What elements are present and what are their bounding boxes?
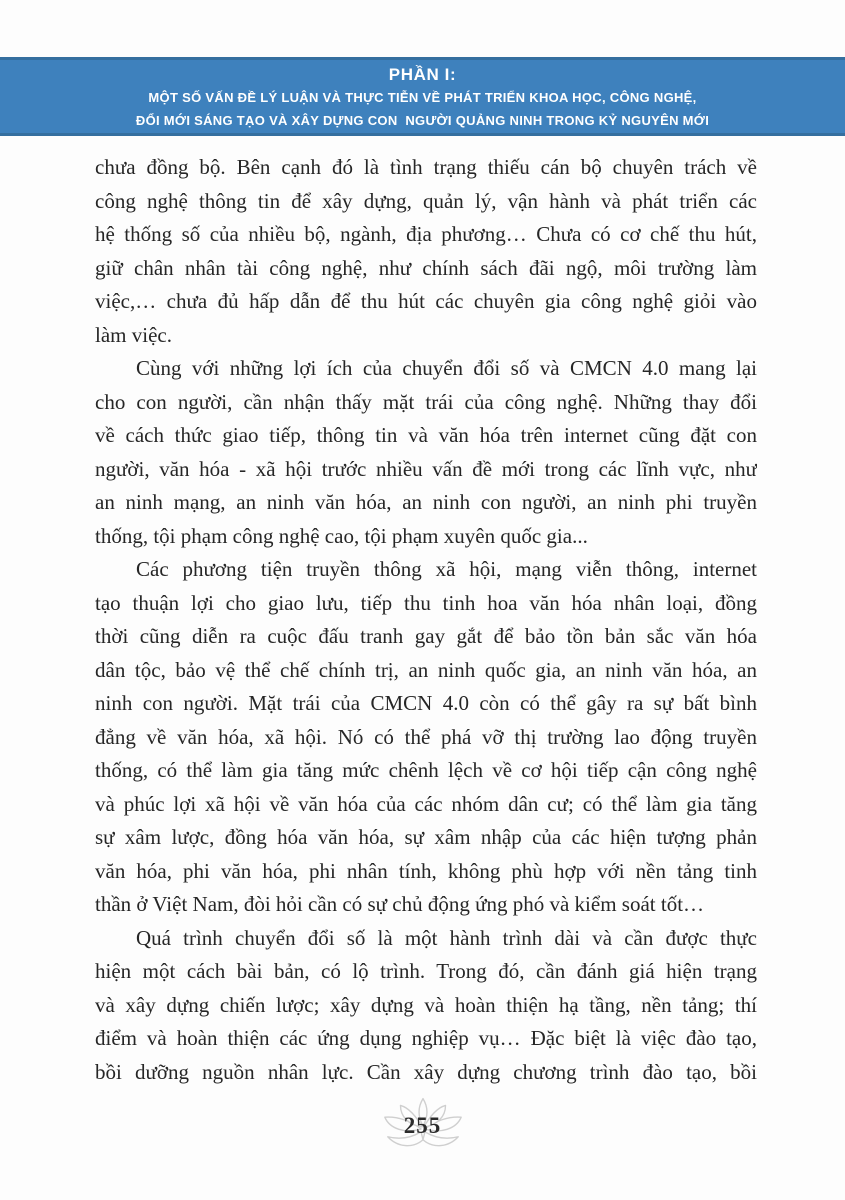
- page-footer: [0, 1096, 845, 1156]
- text-line: thống, tội phạm công nghệ cao, tội phạm xuyên quốc gia...: [95, 523, 588, 548]
- text-line: công nghệ thông tin để xây dựng, quản lý, vận hành và phát triển các: [95, 188, 757, 213]
- page-number: 255: [403, 1113, 442, 1138]
- text-line: Quá trình chuyển đổi số là một hành trình dài và cần được thực: [136, 925, 757, 950]
- text-line: về cách thức giao tiếp, thông tin và văn hóa trên internet cũng đặt con: [95, 423, 757, 447]
- text-line: người, văn hóa - xã hội trước nhiều vấn đề mới trong các lĩnh vực, như: [95, 456, 757, 481]
- text-line: đẳng về văn hóa, xã hội. Nó có thể phá vỡ thị trường lao động truyền: [95, 724, 757, 749]
- text-line: chưa đồng bộ. Bên cạnh đó là tình trạng thiếu cán bộ chuyên trách về: [95, 155, 757, 179]
- text-line: Cùng với những lợi ích của chuyển đổi số và CMCN 4.0 mang lại: [136, 356, 757, 380]
- text-line: giữ chân nhân tài công nghệ, như chính sách đãi ngộ, môi trường làm: [95, 255, 757, 280]
- part-header-banner: [0, 57, 845, 136]
- text-line: Các phương tiện truyền thông xã hội, mạng viễn thông, internet: [136, 557, 757, 581]
- text-line: và xây dựng chiến lược; xây dựng và hoàn thiện hạ tầng, nền tảng; thí: [95, 992, 757, 1017]
- text-line: thời cũng diễn ra cuộc đấu tranh gay gắt để bảo tồn bản sắc văn hóa: [95, 624, 757, 648]
- text-line: cho con người, cần nhận thấy mặt trái của công nghệ. Những thay đổi: [95, 389, 757, 414]
- part-subtitle-line1: MỘT SỐ VẤN ĐỀ LÝ LUẬN VÀ THỰC TIỄN VỀ PHÁT TRIỂN KHOA HỌC, CÔNG NGHỆ,: [148, 90, 697, 105]
- part-subtitle-line2: ĐỔI MỚI SÁNG TẠO VÀ XÂY DỰNG CON NGƯỜI QUẢNG NINH TRONG KỶ NGUYÊN MỚI: [135, 113, 710, 128]
- body-text: [95, 151, 757, 1089]
- text-line: tạo thuận lợi cho giao lưu, tiếp thu tinh hoa văn hóa nhân loại, đồng: [95, 590, 757, 615]
- lotus-ornament: [376, 1096, 470, 1156]
- text-line: hệ thống số của nhiều bộ, ngành, địa phương… Chưa có cơ chế thu hút,: [95, 222, 757, 246]
- text-line: an ninh mạng, an ninh văn hóa, an ninh con người, an ninh phi truyền: [95, 490, 757, 514]
- text-line: thống, có thể làm gia tăng mức chênh lệch về cơ hội tiếp cận công nghệ: [95, 758, 757, 782]
- text-line: sự xâm lược, đồng hóa văn hóa, sự xâm nhập của các hiện tượng phản: [95, 825, 757, 849]
- text-line: làm việc.: [95, 322, 172, 347]
- text-line: bồi dưỡng nguồn nhân lực. Cần xây dựng chương trình đào tạo, bồi: [95, 1059, 757, 1084]
- part-title: PHẦN I:: [388, 65, 457, 84]
- text-line: hiện một cách bài bản, có lộ trình. Trong đó, cần đánh giá hiện trạng: [95, 959, 757, 983]
- text-line: và phúc lợi xã hội về văn hóa của các nhóm dân cư; có thể làm gia tăng: [95, 791, 757, 816]
- text-line: thần ở Việt Nam, đòi hỏi cần có sự chủ động ứng phó và kiểm soát tốt…: [95, 892, 705, 916]
- text-line: điểm và hoàn thiện các ứng dụng nghiệp vụ… Đặc biệt là việc đào tạo,: [95, 1026, 757, 1050]
- text-line: văn hóa, phi văn hóa, phi nhân tính, không phù hợp với nền tảng tinh: [95, 858, 757, 883]
- text-line: dân tộc, bảo vệ thể chế chính trị, an ninh quốc gia, an ninh văn hóa, an: [95, 657, 757, 682]
- text-line: việc,… chưa đủ hấp dẫn để thu hút các chuyên gia công nghệ giỏi vào: [95, 289, 757, 313]
- text-line: ninh con người. Mặt trái của CMCN 4.0 còn có thể gây ra sự bất bình: [95, 691, 757, 715]
